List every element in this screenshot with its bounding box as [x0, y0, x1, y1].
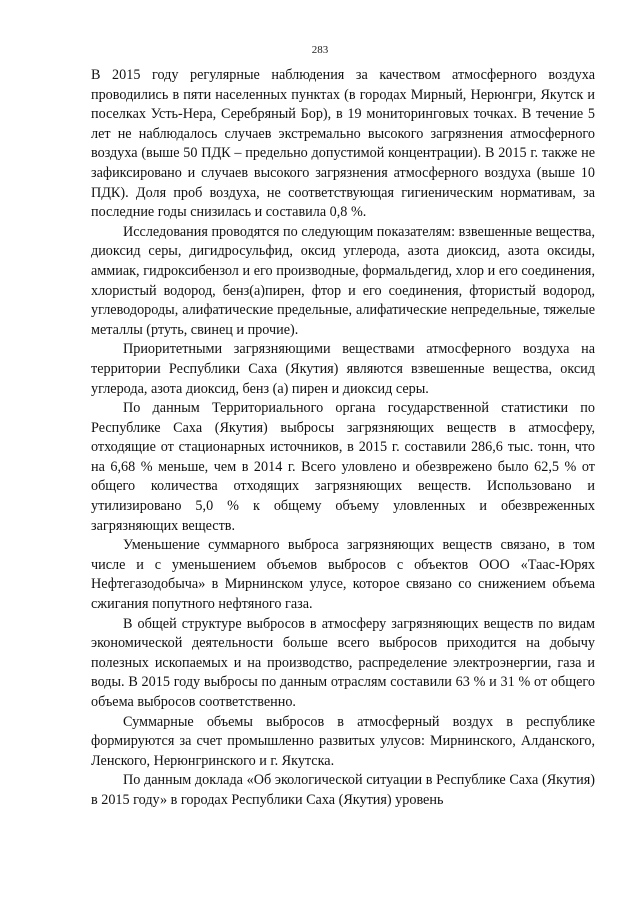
paragraph-monitoring: В 2015 году регулярные наблюдения за качеством атмосферного воздуха проводились в пяти населенных пунктах (в городах Мирный, Нерюнгри, Якутск и поселках Усть-Нера, Серебряный Бор), в 19 мониторинговых точках. В течение 5 лет не наблюдалось случаев экстремально высокого загрязнения атмосферного воздуха (выше 50 ПДК – предельно допустимой концентрации). В 2015 г. также не зафиксировано и случаев высокого загрязнения атмосферного воздуха (выше 10 ПДК). Доля проб воздуха, не соответствующая гигиеническим нормативам, за последние годы снизилась и составила 0,8 %. — [91, 67, 595, 221]
paragraph-report: По данным доклада «Об экологической ситуации в Республике Саха (Якутия) в 2015 году» в городах Республики Саха (Якутия) уровень — [91, 772, 595, 808]
paragraph-emission-structure: В общей структуре выбросов в атмосферу загрязняющих веществ по видам экономической деятельности больше всего выбросов приходится на добычу полезных ископаемых и на производство, распределение электроэнергии, газа и воды. В 2015 году выбросы по данным отраслям составили 63 % и 31 % от общего объема выбросов соответственно. — [91, 615, 595, 710]
paragraph-emission-decrease: Уменьшение суммарного выброса загрязняющих веществ связано, в том числе и с уменьшением объемов выбросов с объектов ООО «Таас-Юрях Нефтегазодобыча» в Мирнинском улусе, которое связано со снижением объема сжигания попутного нефтяного газа. — [91, 537, 595, 613]
paragraph-total-volumes: Суммарные объемы выбросов в атмосферный воздух в республике формируются за счет промышленно развитых улусов: Мирнинского, Алданского, Ленского, Нерюнгринского и г. Якутска. — [91, 713, 595, 769]
document-body — [91, 66, 595, 811]
paragraph-indicators: Исследования проводятся по следующим показателям: взвешенные вещества, диоксид серы, дигидросульфид, оксид углерода, азота диоксид, азота оксиды, аммиак, гидроксибензол и его производные, формальдегид, хлор и его соединения, хлористый водород, бенз(а)пирен, фтор и его соединения, фтористый водород, углеводороды, алифатические предельные, алифатические непредельные, тяжелые металлы (ртуть, свинец и прочие). — [91, 223, 595, 338]
page-number: 283 — [311, 44, 329, 56]
paragraph-statistics: По данным Территориального органа государственной статистики по Республике Саха (Якутия) выбросы загрязняющих веществ в атмосферу, отходящие от стационарных источников, в 2015 г. составили 286,6 тыс. тонн, что на 6,68 % меньше, чем в 2014 г. Всего уловлено и обезврежено было 62,5 % от общего количества отходящих загрязняющих веществ. Использовано и утилизировано 5,0 % к общему объему уловленных и обезвреженных загрязняющих веществ. — [91, 400, 595, 534]
paragraph-priority-pollutants: Приоритетными загрязняющими веществами атмосферного воздуха на территории Республики Саха (Якутия) являются взвешенные вещества, оксид углерода, азота диоксид, бенз (а) пирен и диоксид серы. — [91, 341, 595, 397]
